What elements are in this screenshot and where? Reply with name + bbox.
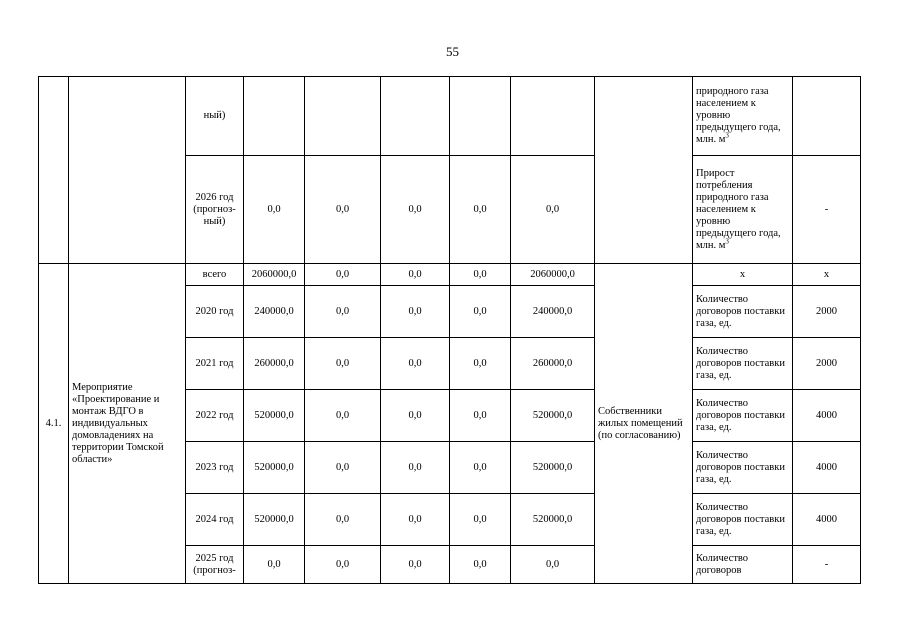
value-cell: 0,0 — [511, 546, 595, 584]
page-number: 55 — [446, 44, 459, 59]
executor-cell-empty — [595, 77, 693, 264]
indicator-value-cell: 2000 — [793, 338, 861, 390]
value-cell: 520000,0 — [244, 390, 305, 442]
value-cell: 0,0 — [511, 156, 595, 264]
value-cell: 520000,0 — [511, 390, 595, 442]
value-cell: 0,0 — [244, 546, 305, 584]
value-cell: 0,0 — [450, 442, 511, 494]
executor-cell: Собственники жилых помещений (по согласованию) — [595, 264, 693, 584]
value-cell: 260000,0 — [244, 338, 305, 390]
value-cell — [244, 77, 305, 156]
year-cell: 2025 год (прогноз- — [186, 546, 244, 584]
indicator-value-cell: - — [793, 156, 861, 264]
table-row — [39, 264, 861, 286]
value-cell — [305, 77, 381, 156]
name-cell-empty — [69, 77, 186, 264]
value-cell: 520000,0 — [244, 494, 305, 546]
value-cell: 0,0 — [305, 546, 381, 584]
value-cell: 260000,0 — [511, 338, 595, 390]
value-cell — [381, 77, 450, 156]
value-cell: 520000,0 — [511, 442, 595, 494]
measure-number-cell: 4.1. — [39, 264, 69, 584]
value-cell: 0,0 — [305, 494, 381, 546]
table-row — [39, 77, 861, 156]
program-table — [38, 76, 861, 584]
value-cell: 0,0 — [450, 494, 511, 546]
year-cell: 2021 год — [186, 338, 244, 390]
year-cell: 2020 год — [186, 286, 244, 338]
indicator-name-text: природного газа населением к уровню предыдущего года, млн. м — [696, 86, 781, 145]
unit-superscript: 3 — [725, 237, 729, 245]
value-cell: 0,0 — [381, 442, 450, 494]
value-cell: 0,0 — [305, 264, 381, 286]
indicator-value-cell: 4000 — [793, 494, 861, 546]
number-cell-empty — [39, 77, 69, 264]
year-cell: 2026 год (прогноз-ный) — [186, 156, 244, 264]
value-cell: 0,0 — [381, 494, 450, 546]
value-cell: 0,0 — [450, 264, 511, 286]
indicator-value-cell: 4000 — [793, 442, 861, 494]
value-cell: 0,0 — [381, 286, 450, 338]
measure-name-cell: Мероприятие «Проектирование и монтаж ВДГО в индивидуальных домовладениях на территории Томской области» — [69, 264, 186, 584]
value-cell: 0,0 — [381, 264, 450, 286]
indicator-name-cell: Количество договоров поставки газа, ед. — [693, 494, 793, 546]
indicator-value-cell: 2000 — [793, 286, 861, 338]
value-cell: 0,0 — [305, 286, 381, 338]
value-cell: 0,0 — [244, 156, 305, 264]
value-cell: 0,0 — [450, 546, 511, 584]
value-cell: 520000,0 — [511, 494, 595, 546]
year-cell: всего — [186, 264, 244, 286]
unit-superscript: 3 — [725, 131, 729, 140]
value-cell: 2060000,0 — [511, 264, 595, 286]
year-cell: 2023 год — [186, 442, 244, 494]
value-cell: 240000,0 — [244, 286, 305, 338]
indicator-name-cell: Количество договоров — [693, 546, 793, 584]
value-cell: 0,0 — [450, 338, 511, 390]
value-cell: 0,0 — [305, 338, 381, 390]
indicator-name-cell: Количество договоров поставки газа, ед. — [693, 338, 793, 390]
value-cell: 0,0 — [381, 390, 450, 442]
value-cell: 2060000,0 — [244, 264, 305, 286]
value-cell: 0,0 — [381, 156, 450, 264]
value-cell: 0,0 — [305, 156, 381, 264]
indicator-value-cell: - — [793, 546, 861, 584]
year-cell: 2022 год — [186, 390, 244, 442]
indicator-value-cell — [793, 77, 861, 156]
indicator-name-cell — [693, 156, 793, 264]
indicator-name-cell: Количество договоров поставки газа, ед. — [693, 286, 793, 338]
value-cell: 0,0 — [450, 390, 511, 442]
value-cell: 520000,0 — [244, 442, 305, 494]
value-cell — [450, 77, 511, 156]
indicator-name-cell: Количество договоров поставки газа, ед. — [693, 390, 793, 442]
indicator-name-cell — [693, 77, 793, 156]
year-cell: ный) — [186, 77, 244, 156]
indicator-name-text: Прирост потребления природного газа населением к уровню предыдущего года, млн. м — [696, 167, 781, 251]
indicator-name-cell: х — [693, 264, 793, 286]
indicator-value-cell: х — [793, 264, 861, 286]
indicator-value-cell: 4000 — [793, 390, 861, 442]
value-cell — [511, 77, 595, 156]
value-cell: 0,0 — [305, 390, 381, 442]
value-cell: 0,0 — [450, 286, 511, 338]
indicator-name-cell: Количество договоров поставки газа, ед. — [693, 442, 793, 494]
value-cell: 0,0 — [381, 338, 450, 390]
value-cell: 0,0 — [381, 546, 450, 584]
year-cell: 2024 год — [186, 494, 244, 546]
value-cell: 0,0 — [305, 442, 381, 494]
value-cell: 0,0 — [450, 156, 511, 264]
value-cell: 240000,0 — [511, 286, 595, 338]
